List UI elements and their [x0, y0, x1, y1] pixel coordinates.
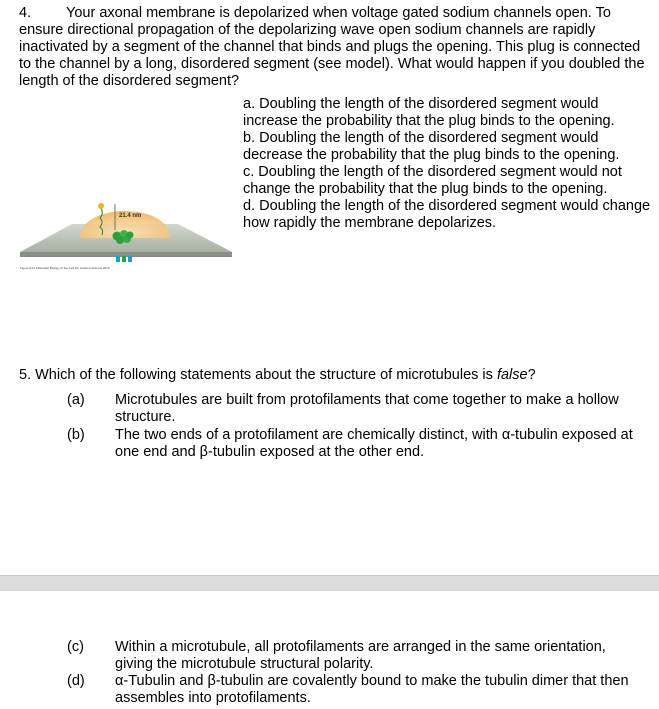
answer-b: b. Doubling the length of the disordered segment would decrease the probability that the plug binds to the opening. — [243, 130, 620, 163]
question-5-emphasis: false — [496, 367, 528, 383]
question-5 — [19, 367, 649, 384]
option-d — [67, 673, 657, 707]
question-5-stem-end: ? — [527, 367, 536, 383]
answer-d: d. Doubling the length of the disordered segment would change how rapidly the membrane depolarizes. — [243, 198, 651, 231]
sodium-channel-illustration — [20, 190, 232, 272]
option-c-label: (c) — [67, 639, 84, 655]
option-d-text: α-Tubulin and β-tubulin are covalently bound to make the tubulin dimer that then assembles into protofilaments. — [115, 673, 629, 706]
option-d-label: (d) — [67, 673, 85, 689]
question-4-text: Your axonal membrane is depolarized when voltage gated sodium channels open. To ensure directional propagation of the depolarizing wave open sodium channels are rapidly inactivated by a segment of the channel that binds and plugs the opening. This plug is connected to the channel by a long, disordered segment (see model). What would happen if you doubled the length of the disordered segment? — [19, 5, 645, 89]
question-4 — [19, 5, 649, 90]
option-c-text: Within a microtubule, all protofilaments are arranged in the same orientation, giving the microtubule structural polarity. — [115, 639, 606, 672]
option-a-text: Microtubules are built from protofilaments that come together to make a hollow structure. — [115, 392, 619, 425]
question-4-answers — [243, 96, 653, 232]
option-b-text: The two ends of a protofilament are chemically distinct, with α-tubulin exposed at one end and β-tubulin exposed at the other end. — [115, 427, 633, 460]
sodium-channel-figure — [20, 190, 232, 272]
question-5-stem: Which of the following statements about the structure of microtubules is — [35, 367, 497, 383]
option-a — [67, 392, 657, 426]
option-c — [67, 639, 657, 673]
option-b — [67, 427, 657, 461]
option-a-label: (a) — [67, 392, 85, 408]
answer-c: c. Doubling the length of the disordered segment would not change the probability that the plug binds to the opening. — [243, 164, 622, 197]
option-b-label: (b) — [67, 427, 85, 443]
question-5-number: 5. — [19, 367, 32, 383]
page-break — [0, 575, 659, 592]
answer-a: a. Doubling the length of the disordered segment would increase the probability that the plug binds to the opening. — [243, 96, 615, 129]
measure-label: 21.4 nm — [119, 213, 142, 219]
inactivation-plug — [98, 203, 104, 209]
question-4-number: 4. — [19, 5, 32, 21]
figure-caption: Figure 8-11 Molecular Biology of the Cell 6/e Garland Science 2015 — [20, 266, 110, 270]
